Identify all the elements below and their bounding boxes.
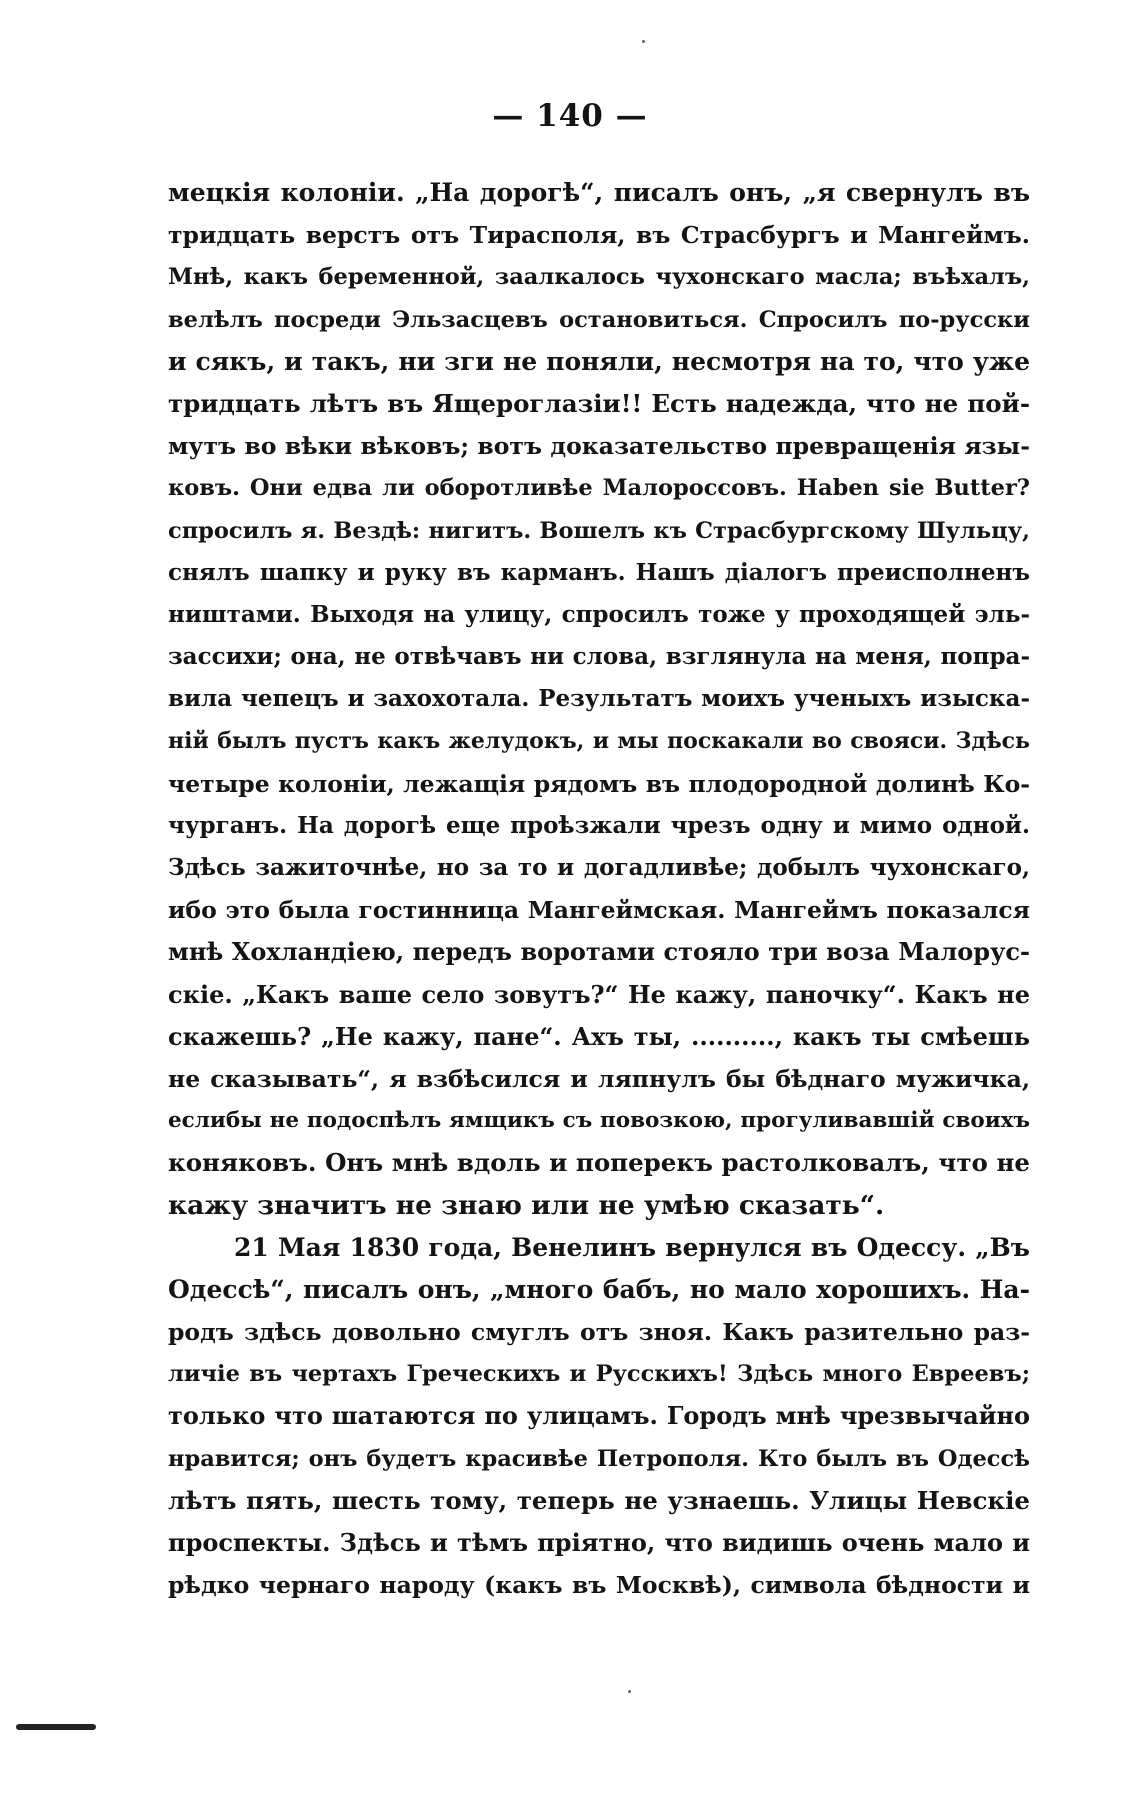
- text-line: еслибы не подоспѣлъ ямщикъ съ повозкою, прогуливавшій своихъ: [168, 1108, 1030, 1134]
- text-line: четыре колоніи, лежащія рядомъ въ плодородной долинѣ Ко-: [168, 769, 1030, 798]
- text-line: зассихи; она, не отвѣчавъ ни слова, взглянула на меня, попра-: [168, 643, 1030, 671]
- body-text: [168, 172, 1030, 1606]
- text-line: мнѣ Хохландіею, передъ воротами стояло три воза Малорус-: [168, 937, 1030, 967]
- text-line: родъ здѣсь довольно смуглъ отъ зноя. Какъ разительно раз-: [168, 1318, 1030, 1347]
- text-line: велѣлъ посреди Эльзасцевъ остановиться. Спросилъ по-русски: [168, 306, 1030, 333]
- page-number: — 140 —: [492, 98, 648, 134]
- text-line: и сякъ, и такъ, ни зги не поняли, несмотря на то, что уже: [168, 346, 1030, 376]
- text-line: Одессѣ“, писалъ онъ, „много бабъ, но мало хорошихъ. На-: [168, 1274, 1030, 1304]
- text-line: снялъ шапку и руку въ карманъ. Нашъ діалогъ преисполненъ: [168, 558, 1030, 586]
- text-line: только что шатаются по улицамъ. Городъ мнѣ чрезвычайно: [168, 1401, 1030, 1431]
- scan-smudge: [16, 1724, 96, 1730]
- text-line: тридцать лѣтъ въ Ящероглазіи!! Есть надежда, что не пой-: [168, 388, 1030, 418]
- text-line: рѣдко чернаго народу (какъ въ Москвѣ), символа бѣдности и: [168, 1571, 1030, 1600]
- text-line: скажешь? „Не кажу, пане“. Ахъ ты, .........., какъ ты смѣешь: [168, 1021, 1030, 1051]
- text-line: проспекты. Здѣсь и тѣмъ пріятно, что видишь очень мало и: [168, 1528, 1030, 1557]
- text-line: Мнѣ, какъ беременной, заалкалось чухонскаго масла; въѣхалъ,: [168, 264, 1030, 291]
- text-line: 21 Мая 1830 года, Венелинъ вернулся въ Одессу. „Въ: [234, 1232, 1030, 1262]
- text-line: ништами. Выходя на улицу, спросилъ тоже у проходящей эль-: [168, 600, 1030, 628]
- text-line: нравится; онъ будетъ красивѣе Петрополя. Кто былъ въ Одессѣ: [168, 1445, 1030, 1472]
- text-line: личіе въ чертахъ Греческихъ и Русскихъ! Здѣсь много Евреевъ;: [168, 1361, 1030, 1388]
- text-line: ибо это была гостинница Мангеймская. Мангеймъ показался: [168, 896, 1030, 925]
- text-line: ковъ. Они едва ли оборотливѣе Малороссовъ. Haben sie Butter?: [168, 475, 1030, 502]
- text-line: мутъ во вѣки вѣковъ; вотъ доказательство превращенія язы-: [168, 432, 1030, 461]
- text-line: кажу значитъ не знаю или не умѣю сказать“.: [168, 1189, 885, 1221]
- text-line: мецкія колоніи. „На дорогѣ“, писалъ онъ, „я свернулъ въ: [168, 178, 1030, 207]
- text-line: не сказывать“, я взбѣсился и ляпнулъ бы бѣднаго мужичка,: [168, 1064, 1030, 1093]
- text-line: Здѣсь зажиточнѣе, но за то и догадливѣе; добылъ чухонскаго,: [168, 854, 1030, 881]
- scan-speck: [628, 1690, 631, 1693]
- text-line: чурганъ. На дорогѣ еще проѣзжали чрезъ одну и мимо одной.: [168, 811, 1030, 839]
- text-line: тридцать верстъ отъ Тирасполя, въ Страсбургъ и Мангеймъ.: [168, 221, 1030, 250]
- text-line: спросилъ я. Вездѣ: нигитъ. Вошелъ къ Страсбургскому Шульцу,: [168, 517, 1030, 544]
- text-line: ній былъ пустъ какъ желудокъ, и мы поскакали во свояси. Здѣсь: [168, 728, 1030, 755]
- scan-speck: [642, 40, 645, 43]
- text-line: лѣтъ пять, шесть тому, теперь не узнаешь. Улицы Невскіе: [168, 1485, 1030, 1515]
- text-line: коняковъ. Онъ мнѣ вдоль и поперекъ растолковалъ, что не: [168, 1148, 1030, 1178]
- text-line: вила чепецъ и захохотала. Результатъ моихъ ученыхъ изыска-: [168, 685, 1030, 713]
- text-line: скіе. „Какъ ваше село зовутъ?“ Не кажу, паночку“. Какъ не: [168, 979, 1030, 1009]
